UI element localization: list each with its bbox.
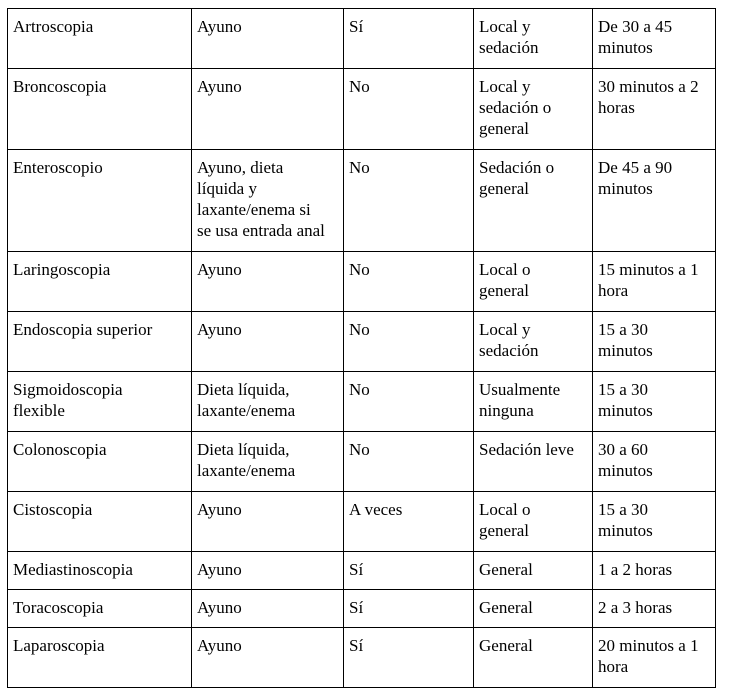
table-row bbox=[8, 372, 716, 432]
preparation-cell: Dieta líquida, laxante/enema bbox=[192, 372, 344, 432]
preparation-cell: Ayuno bbox=[192, 252, 344, 312]
procedures-table bbox=[7, 8, 716, 688]
preparation-cell: Ayuno bbox=[192, 312, 344, 372]
preparation-cell: Ayuno, dieta líquida y laxante/enema si se usa entrada anal bbox=[192, 150, 344, 252]
table-row bbox=[8, 252, 716, 312]
procedure-cell: Enteroscopio bbox=[8, 150, 192, 252]
table-row bbox=[8, 69, 716, 150]
table-row bbox=[8, 628, 716, 688]
anesthesia-cell: Local y sedación bbox=[474, 9, 593, 69]
table-row bbox=[8, 150, 716, 252]
procedure-cell: Mediastinoscopia bbox=[8, 552, 192, 590]
procedure-cell: Toracoscopia bbox=[8, 590, 192, 628]
duration-cell: 20 minutos a 1 hora bbox=[593, 628, 716, 688]
anesthesia-cell: Usualmente ninguna bbox=[474, 372, 593, 432]
hospitalization-cell: Sí bbox=[344, 552, 474, 590]
anesthesia-cell: General bbox=[474, 552, 593, 590]
anesthesia-cell: Local y sedación o general bbox=[474, 69, 593, 150]
hospitalization-cell: No bbox=[344, 372, 474, 432]
hospitalization-cell: Sí bbox=[344, 628, 474, 688]
duration-cell: De 30 a 45 minutos bbox=[593, 9, 716, 69]
procedure-cell: Laparoscopia bbox=[8, 628, 192, 688]
preparation-cell: Ayuno bbox=[192, 69, 344, 150]
preparation-cell: Ayuno bbox=[192, 492, 344, 552]
duration-cell: 2 a 3 horas bbox=[593, 590, 716, 628]
anesthesia-cell: General bbox=[474, 590, 593, 628]
duration-cell: 15 a 30 minutos bbox=[593, 492, 716, 552]
procedure-cell: Endoscopia superior bbox=[8, 312, 192, 372]
duration-cell: 30 minutos a 2 horas bbox=[593, 69, 716, 150]
hospitalization-cell: Sí bbox=[344, 9, 474, 69]
anesthesia-cell: Local y sedación bbox=[474, 312, 593, 372]
anesthesia-cell: General bbox=[474, 628, 593, 688]
table-row bbox=[8, 492, 716, 552]
anesthesia-cell: Sedación leve bbox=[474, 432, 593, 492]
preparation-cell: Ayuno bbox=[192, 628, 344, 688]
duration-cell: 30 a 60 minutos bbox=[593, 432, 716, 492]
anesthesia-cell: Sedación o general bbox=[474, 150, 593, 252]
procedures-table-body bbox=[8, 9, 716, 688]
procedure-cell: Laringoscopia bbox=[8, 252, 192, 312]
hospitalization-cell: No bbox=[344, 312, 474, 372]
table-row bbox=[8, 590, 716, 628]
duration-cell: 1 a 2 horas bbox=[593, 552, 716, 590]
table-row bbox=[8, 9, 716, 69]
anesthesia-cell: Local o general bbox=[474, 252, 593, 312]
procedure-cell: Colonoscopia bbox=[8, 432, 192, 492]
hospitalization-cell: No bbox=[344, 432, 474, 492]
duration-cell: 15 a 30 minutos bbox=[593, 372, 716, 432]
table-row bbox=[8, 432, 716, 492]
procedure-cell: Sigmoidoscopia flexible bbox=[8, 372, 192, 432]
duration-cell: 15 minutos a 1 hora bbox=[593, 252, 716, 312]
table-row bbox=[8, 552, 716, 590]
preparation-cell: Ayuno bbox=[192, 9, 344, 69]
table-row bbox=[8, 312, 716, 372]
hospitalization-cell: No bbox=[344, 150, 474, 252]
procedure-cell: Broncoscopia bbox=[8, 69, 192, 150]
hospitalization-cell: No bbox=[344, 252, 474, 312]
anesthesia-cell: Local o general bbox=[474, 492, 593, 552]
hospitalization-cell: A veces bbox=[344, 492, 474, 552]
hospitalization-cell: No bbox=[344, 69, 474, 150]
preparation-cell: Ayuno bbox=[192, 590, 344, 628]
duration-cell: 15 a 30 minutos bbox=[593, 312, 716, 372]
preparation-cell: Dieta líquida, laxante/enema bbox=[192, 432, 344, 492]
preparation-cell: Ayuno bbox=[192, 552, 344, 590]
duration-cell: De 45 a 90 minutos bbox=[593, 150, 716, 252]
procedure-cell: Artroscopia bbox=[8, 9, 192, 69]
procedure-cell: Cistoscopia bbox=[8, 492, 192, 552]
hospitalization-cell: Sí bbox=[344, 590, 474, 628]
